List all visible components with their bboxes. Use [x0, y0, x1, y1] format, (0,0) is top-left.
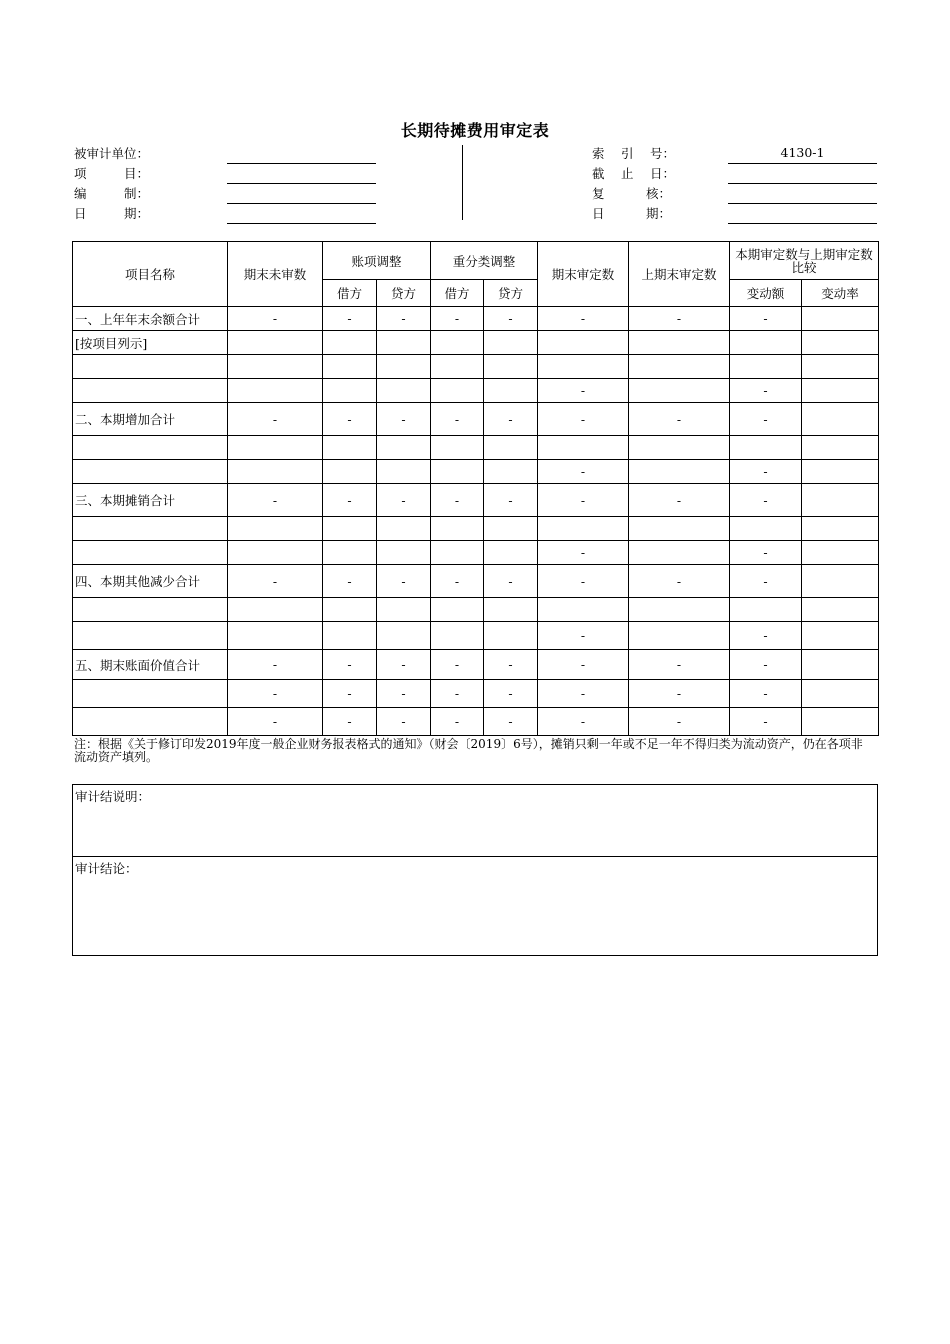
cell-prior-audited[interactable]: [629, 436, 730, 460]
header-reclass-credit: 贷方: [484, 280, 538, 307]
cell-prior-audited[interactable]: -: [629, 307, 730, 331]
cell-reclass-debit[interactable]: [431, 355, 484, 379]
cell-prior-audited[interactable]: [629, 460, 730, 484]
cell-change-rate[interactable]: [802, 436, 879, 460]
cell-adjust-credit[interactable]: [377, 622, 431, 650]
cell-adjust-debit[interactable]: -: [323, 565, 377, 598]
reviewer-field[interactable]: [728, 184, 877, 204]
cell-audited[interactable]: [538, 517, 629, 541]
header-comparison: 本期审定数与上期审定数比较: [730, 242, 879, 280]
row-item-name: [73, 541, 228, 565]
table-row: [73, 379, 879, 403]
cell-reclass-debit[interactable]: -: [431, 708, 484, 736]
cell-audited[interactable]: -: [538, 541, 629, 565]
cell-adjust-debit[interactable]: [323, 622, 377, 650]
cell-reclass-debit[interactable]: [431, 541, 484, 565]
cell-change-amount[interactable]: -: [730, 622, 802, 650]
cell-adjust-credit[interactable]: -: [377, 650, 431, 680]
cell-adjust-credit[interactable]: -: [377, 565, 431, 598]
row-item-name: 五、期末账面价值合计: [73, 650, 228, 680]
reviewer-label: 复 核：: [592, 186, 671, 201]
header-adjust-credit: 贷方: [377, 280, 431, 307]
cell-adjust-credit[interactable]: [377, 460, 431, 484]
cell-adjust-debit[interactable]: [323, 379, 377, 403]
cell-change-rate[interactable]: [802, 650, 879, 680]
cell-unaudited[interactable]: [228, 622, 323, 650]
cell-reclass-debit[interactable]: -: [431, 484, 484, 517]
cell-change-rate[interactable]: [802, 680, 879, 708]
table-row: [73, 484, 879, 517]
cell-reclass-credit[interactable]: [484, 379, 538, 403]
cell-change-amount[interactable]: -: [730, 650, 802, 680]
cutoff-label: 截 止 日：: [592, 166, 675, 181]
cell-reclass-debit[interactable]: -: [431, 403, 484, 436]
cell-change-rate[interactable]: [802, 307, 879, 331]
cell-reclass-credit[interactable]: [484, 355, 538, 379]
table-row: [73, 565, 879, 598]
cell-reclass-credit[interactable]: -: [484, 403, 538, 436]
cell-unaudited[interactable]: [228, 598, 323, 622]
cell-change-amount[interactable]: -: [730, 379, 802, 403]
cell-unaudited[interactable]: [228, 355, 323, 379]
cell-audited[interactable]: [538, 355, 629, 379]
cell-prior-audited[interactable]: -: [629, 565, 730, 598]
cell-adjust-credit[interactable]: -: [377, 708, 431, 736]
cell-audited[interactable]: -: [538, 680, 629, 708]
row-item-name: 四、本期其他减少合计: [73, 565, 228, 598]
cell-prior-audited[interactable]: [629, 541, 730, 565]
table-row: [73, 541, 879, 565]
cell-change-amount[interactable]: [730, 598, 802, 622]
cell-reclass-credit[interactable]: [484, 622, 538, 650]
cell-adjust-credit[interactable]: [377, 331, 431, 355]
cell-adjust-credit[interactable]: [377, 598, 431, 622]
cell-adjust-credit[interactable]: [377, 379, 431, 403]
cell-change-rate[interactable]: [802, 622, 879, 650]
cell-change-rate[interactable]: [802, 708, 879, 736]
cell-adjust-credit[interactable]: -: [377, 484, 431, 517]
row-item-name: [按项目列示]: [73, 331, 228, 355]
cell-adjust-credit[interactable]: -: [377, 307, 431, 331]
cell-change-rate[interactable]: [802, 541, 879, 565]
cell-adjust-debit[interactable]: [323, 436, 377, 460]
cell-adjust-credit[interactable]: -: [377, 403, 431, 436]
cell-audited[interactable]: [538, 436, 629, 460]
cell-unaudited[interactable]: -: [228, 708, 323, 736]
cell-prior-audited[interactable]: [629, 622, 730, 650]
header-change-amount: 变动额: [730, 280, 802, 307]
table-row: [73, 307, 879, 331]
header-reclass-debit: 借方: [431, 280, 484, 307]
cell-audited[interactable]: -: [538, 460, 629, 484]
cell-reclass-debit[interactable]: -: [431, 680, 484, 708]
row-item-name: 二、本期增加合计: [73, 403, 228, 436]
cell-unaudited[interactable]: [228, 379, 323, 403]
cell-unaudited[interactable]: -: [228, 565, 323, 598]
cell-adjust-debit[interactable]: [323, 541, 377, 565]
cell-adjust-credit[interactable]: [377, 436, 431, 460]
cell-adjust-debit[interactable]: [323, 331, 377, 355]
index-label: 索 引 号：: [592, 146, 675, 161]
table-row: [73, 708, 879, 736]
cell-prior-audited[interactable]: [629, 598, 730, 622]
cell-unaudited[interactable]: -: [228, 650, 323, 680]
cell-reclass-credit[interactable]: -: [484, 484, 538, 517]
header-change-rate: 变动率: [802, 280, 879, 307]
auditee-field[interactable]: [227, 144, 376, 164]
prepare-date-field[interactable]: [227, 204, 376, 224]
cell-adjust-debit[interactable]: -: [323, 403, 377, 436]
header-adjust-debit: 借方: [323, 280, 377, 307]
cell-reclass-debit[interactable]: [431, 517, 484, 541]
table-row: [73, 622, 879, 650]
header-unaudited: 期末未审数: [228, 242, 323, 307]
cell-adjust-credit[interactable]: [377, 355, 431, 379]
cell-prior-audited[interactable]: -: [629, 403, 730, 436]
cell-change-amount[interactable]: -: [730, 680, 802, 708]
cell-adjust-debit[interactable]: -: [323, 708, 377, 736]
cell-audited[interactable]: -: [538, 565, 629, 598]
table-row: [73, 460, 879, 484]
cell-reclass-debit[interactable]: [431, 331, 484, 355]
project-field[interactable]: [227, 164, 376, 184]
project-label: 项 目：: [74, 166, 150, 181]
cell-audited[interactable]: -: [538, 379, 629, 403]
cell-reclass-debit[interactable]: [431, 598, 484, 622]
cell-reclass-debit[interactable]: -: [431, 307, 484, 331]
cell-change-rate[interactable]: [802, 331, 879, 355]
cell-change-amount[interactable]: -: [730, 541, 802, 565]
cell-reclass-credit[interactable]: -: [484, 565, 538, 598]
cell-reclass-credit[interactable]: -: [484, 307, 538, 331]
cell-reclass-credit[interactable]: [484, 436, 538, 460]
cell-reclass-debit[interactable]: -: [431, 650, 484, 680]
cell-change-amount[interactable]: [730, 517, 802, 541]
header-divider: [462, 145, 463, 220]
cell-unaudited[interactable]: -: [228, 680, 323, 708]
cell-change-rate[interactable]: [802, 379, 879, 403]
cell-reclass-credit[interactable]: -: [484, 680, 538, 708]
table-row: [73, 403, 879, 436]
row-item-name: 三、本期摊销合计: [73, 484, 228, 517]
cell-reclass-debit[interactable]: [431, 460, 484, 484]
cell-adjust-debit[interactable]: [323, 355, 377, 379]
cell-change-amount[interactable]: -: [730, 708, 802, 736]
cell-reclass-credit[interactable]: -: [484, 708, 538, 736]
audit-explanation-label: 审计结说明：: [75, 789, 151, 804]
cell-adjust-credit[interactable]: -: [377, 680, 431, 708]
audit-explanation-box[interactable]: [72, 784, 878, 857]
index-field[interactable]: 4130-1: [728, 144, 877, 164]
cell-adjust-debit[interactable]: -: [323, 484, 377, 517]
cell-unaudited[interactable]: [228, 436, 323, 460]
table-row: [73, 355, 879, 379]
audit-conclusion-box[interactable]: [72, 856, 878, 956]
cell-audited[interactable]: [538, 331, 629, 355]
table-row: [73, 650, 879, 680]
cell-unaudited[interactable]: [228, 541, 323, 565]
table-row: [73, 436, 879, 460]
cell-change-amount[interactable]: -: [730, 484, 802, 517]
cell-adjust-debit[interactable]: -: [323, 307, 377, 331]
table-row: [73, 598, 879, 622]
auditee-label: 被审计单位：: [74, 146, 150, 161]
row-item-name: [73, 460, 228, 484]
row-item-name: [73, 708, 228, 736]
cell-change-amount[interactable]: -: [730, 565, 802, 598]
cell-adjust-debit[interactable]: -: [323, 680, 377, 708]
cell-reclass-credit[interactable]: [484, 331, 538, 355]
header-reclassification: 重分类调整: [431, 242, 538, 280]
cell-prior-audited[interactable]: -: [629, 680, 730, 708]
cell-change-amount[interactable]: [730, 436, 802, 460]
cell-change-rate[interactable]: [802, 517, 879, 541]
cell-prior-audited[interactable]: [629, 517, 730, 541]
cutoff-field[interactable]: [728, 164, 877, 184]
cell-change-rate[interactable]: [802, 355, 879, 379]
cell-change-amount[interactable]: [730, 355, 802, 379]
audit-table: [72, 241, 879, 736]
cell-reclass-debit[interactable]: [431, 436, 484, 460]
cell-audited[interactable]: -: [538, 484, 629, 517]
row-item-name: 一、上年年末余额合计: [73, 307, 228, 331]
cell-prior-audited[interactable]: -: [629, 484, 730, 517]
page-title: 长期待摊费用审定表: [400, 121, 550, 140]
cell-prior-audited[interactable]: [629, 331, 730, 355]
cell-unaudited[interactable]: -: [228, 403, 323, 436]
table-row: [73, 680, 879, 708]
cell-reclass-debit[interactable]: [431, 622, 484, 650]
row-item-name: [73, 680, 228, 708]
cell-unaudited[interactable]: [228, 460, 323, 484]
cell-prior-audited[interactable]: -: [629, 708, 730, 736]
cell-audited[interactable]: -: [538, 622, 629, 650]
cell-change-amount[interactable]: -: [730, 307, 802, 331]
cell-adjust-credit[interactable]: [377, 541, 431, 565]
row-item-name: [73, 379, 228, 403]
cell-unaudited[interactable]: -: [228, 484, 323, 517]
header-adjustment: 账项调整: [323, 242, 431, 280]
preparer-label: 编 制：: [74, 186, 150, 201]
cell-adjust-credit[interactable]: [377, 517, 431, 541]
cell-unaudited[interactable]: -: [228, 307, 323, 331]
cell-audited[interactable]: -: [538, 650, 629, 680]
cell-change-rate[interactable]: [802, 598, 879, 622]
row-item-name: [73, 355, 228, 379]
review-date-label: 日 期：: [592, 206, 671, 221]
cell-change-amount[interactable]: -: [730, 460, 802, 484]
cell-unaudited[interactable]: [228, 517, 323, 541]
cell-unaudited[interactable]: [228, 331, 323, 355]
cell-reclass-debit[interactable]: [431, 379, 484, 403]
header-item-name: 项目名称: [73, 242, 228, 307]
review-date-field[interactable]: [728, 204, 877, 224]
cell-audited[interactable]: [538, 598, 629, 622]
cell-reclass-credit[interactable]: [484, 541, 538, 565]
cell-change-rate[interactable]: [802, 403, 879, 436]
cell-reclass-credit[interactable]: [484, 598, 538, 622]
cell-adjust-debit[interactable]: [323, 460, 377, 484]
cell-audited[interactable]: -: [538, 403, 629, 436]
preparer-field[interactable]: [227, 184, 376, 204]
cell-change-amount[interactable]: [730, 331, 802, 355]
cell-adjust-debit[interactable]: -: [323, 650, 377, 680]
cell-adjust-debit[interactable]: [323, 517, 377, 541]
cell-audited[interactable]: -: [538, 307, 629, 331]
cell-change-rate[interactable]: [802, 484, 879, 517]
cell-reclass-credit[interactable]: -: [484, 650, 538, 680]
audit-conclusion-label: 审计结论：: [75, 861, 138, 876]
cell-prior-audited[interactable]: [629, 355, 730, 379]
prepare-date-label: 日 期：: [74, 206, 150, 221]
header-prior-audited: 上期末审定数: [629, 242, 730, 307]
cell-prior-audited[interactable]: -: [629, 650, 730, 680]
cell-change-rate[interactable]: [802, 460, 879, 484]
header-audited: 期末审定数: [538, 242, 629, 307]
table-row: [73, 517, 879, 541]
cell-reclass-debit[interactable]: -: [431, 565, 484, 598]
footnote: 注：根据《关于修订印发2019年度一般企业财务报表格式的通知》（财会〔2019〕6号），摊销只剩一年或不足一年不得归类为流动资产，仍在各项非流动资产填列。: [74, 737, 863, 764]
table-row: [73, 331, 879, 355]
cell-adjust-debit[interactable]: [323, 598, 377, 622]
cell-audited[interactable]: -: [538, 708, 629, 736]
cell-change-amount[interactable]: -: [730, 403, 802, 436]
row-item-name: [73, 598, 228, 622]
cell-reclass-credit[interactable]: [484, 517, 538, 541]
cell-change-rate[interactable]: [802, 565, 879, 598]
row-item-name: [73, 517, 228, 541]
cell-reclass-credit[interactable]: [484, 460, 538, 484]
cell-prior-audited[interactable]: [629, 379, 730, 403]
row-item-name: [73, 622, 228, 650]
row-item-name: [73, 436, 228, 460]
